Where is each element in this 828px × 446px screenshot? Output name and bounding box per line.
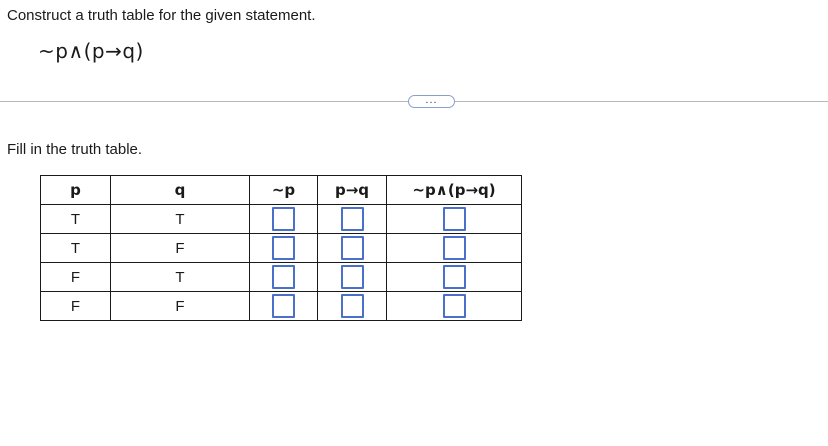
cell-not-p [250, 234, 318, 263]
answer-input-statement[interactable] [443, 265, 466, 289]
cell-statement [387, 263, 522, 292]
header-p-implies-q: p→q [318, 176, 387, 205]
logic-statement: ~p∧(p→q) [38, 39, 144, 63]
cell-statement [387, 205, 522, 234]
cell-p: T [41, 234, 111, 263]
answer-input-statement[interactable] [443, 207, 466, 231]
cell-statement [387, 234, 522, 263]
answer-input-statement[interactable] [443, 294, 466, 318]
cell-p-implies-q [318, 205, 387, 234]
cell-p: T [41, 205, 111, 234]
cell-p: F [41, 292, 111, 321]
table-row [41, 234, 522, 263]
header-not-p: ~p [250, 176, 318, 205]
cell-not-p [250, 292, 318, 321]
cell-not-p [250, 205, 318, 234]
answer-input-p-implies-q[interactable] [341, 265, 364, 289]
answer-input-not-p[interactable] [272, 265, 295, 289]
answer-input-p-implies-q[interactable] [341, 294, 364, 318]
cell-q: T [111, 205, 250, 234]
answer-input-p-implies-q[interactable] [341, 207, 364, 231]
answer-input-not-p[interactable] [272, 294, 295, 318]
truth-table [40, 175, 522, 321]
cell-p-implies-q [318, 292, 387, 321]
cell-q: F [111, 234, 250, 263]
answer-input-statement[interactable] [443, 236, 466, 260]
cell-p: F [41, 263, 111, 292]
cell-q: T [111, 263, 250, 292]
table-row [41, 263, 522, 292]
expand-more-button[interactable] [408, 95, 455, 108]
cell-p-implies-q [318, 234, 387, 263]
header-p: p [41, 176, 111, 205]
table-row [41, 292, 522, 321]
cell-q: F [111, 292, 250, 321]
more-dots-icon: ... [425, 93, 438, 106]
header-q: q [111, 176, 250, 205]
cell-not-p [250, 263, 318, 292]
table-row [41, 205, 522, 234]
answer-input-not-p[interactable] [272, 207, 295, 231]
question-prompt: Construct a truth table for the given statement. [7, 7, 316, 24]
answer-input-not-p[interactable] [272, 236, 295, 260]
truth-table-header-row [41, 176, 522, 205]
instruction-text: Fill in the truth table. [7, 141, 143, 158]
header-statement: ~p∧(p→q) [387, 176, 522, 205]
cell-p-implies-q [318, 263, 387, 292]
cell-statement [387, 292, 522, 321]
answer-input-p-implies-q[interactable] [341, 236, 364, 260]
